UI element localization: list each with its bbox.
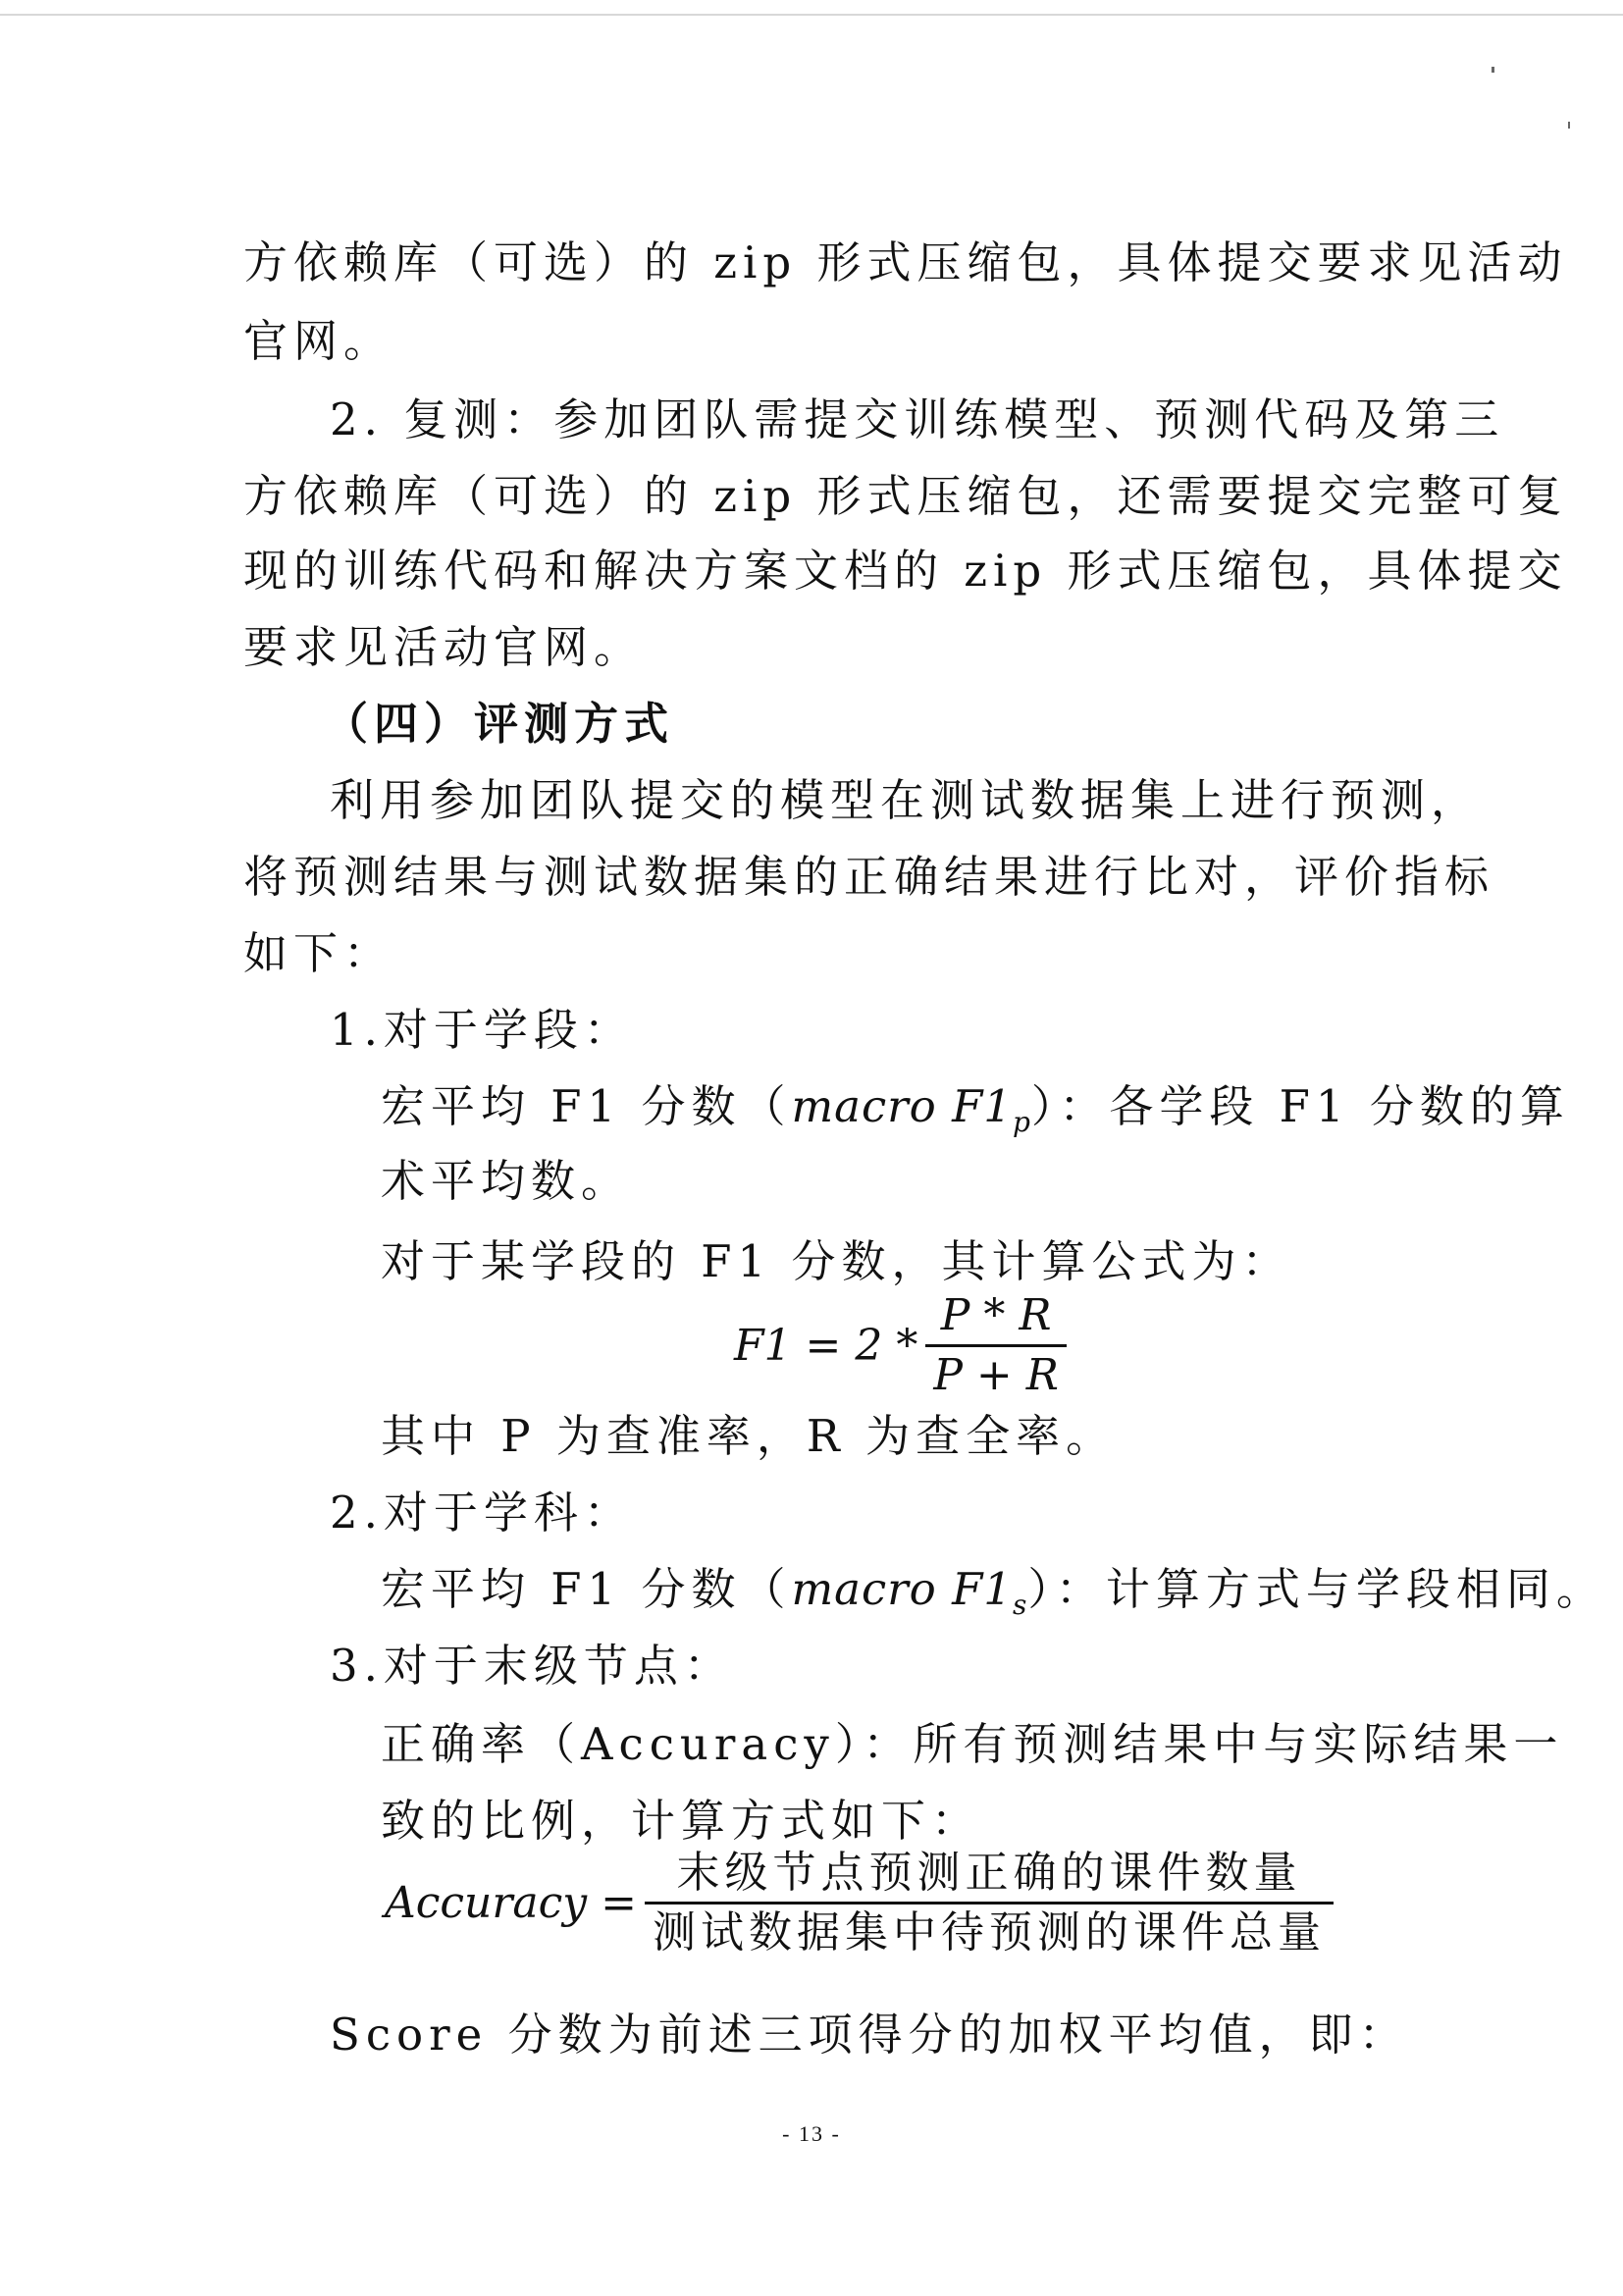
list-item-heading: 2.对于学科： [330, 1487, 634, 1539]
text-run: ）：计算方式与学段相同。 [1027, 1563, 1606, 1615]
formula-fraction [645, 1845, 1334, 1961]
list-item-heading: 3.对于末级节点： [330, 1640, 734, 1692]
formula-numerator: 末级节点预测正确的课件数量 [676, 1848, 1302, 1898]
paragraph-line: 其中 P 为查准率，R 为查全率。 [381, 1410, 1117, 1462]
f1-formula [734, 1287, 1067, 1404]
paragraph-line: 2. 复测：参加团队需提交训练模型、预测代码及第三 [330, 393, 1505, 445]
math-subscript: s [1012, 1589, 1028, 1621]
formula-fraction [925, 1287, 1067, 1404]
formula-lhs: Accuracy = [385, 1878, 638, 1928]
paragraph-line: 如下： [243, 927, 394, 979]
formula-numerator: P * R [940, 1290, 1052, 1340]
paragraph-line: 将预测结果与测试数据集的正确结果进行比对，评价指标 [243, 851, 1495, 903]
formula-denominator: 测试数据集中待预测的课件总量 [653, 1907, 1327, 1957]
paragraph-line [381, 1077, 1570, 1152]
paragraph-line: 方依赖库（可选）的 zip 形式压缩包，还需要提交完整可复 [243, 470, 1568, 522]
math-run: macro F1 [791, 1080, 1013, 1132]
paragraph-line [381, 1560, 1606, 1635]
paragraph-line: 现的训练代码和解决方案文档的 zip 形式压缩包，具体提交 [243, 545, 1568, 597]
paragraph-line: 方依赖库（可选）的 zip 形式压缩包，具体提交要求见活动 [243, 236, 1568, 288]
text-run: ）：各学段 F1 分数的算 [1030, 1080, 1570, 1132]
paragraph-line: 术平均数。 [381, 1155, 632, 1207]
text-run: 宏平均 F1 分数（ [381, 1563, 792, 1615]
math-run: macro F1 [791, 1563, 1013, 1615]
text-run: 宏平均 F1 分数（ [381, 1080, 792, 1132]
formula-lhs: F1 = 2 * [734, 1321, 918, 1371]
formula-denominator: P + R [933, 1350, 1059, 1400]
list-item-heading: 1.对于学段： [330, 1004, 634, 1056]
paragraph-line: 正确率（Accuracy）：所有预测结果中与实际结果一 [381, 1718, 1564, 1770]
math-subscript: p [1012, 1106, 1031, 1138]
paragraph-line: 对于某学段的 F1 分数，其计算公式为： [381, 1235, 1292, 1287]
page-number: - 13 - [782, 2121, 841, 2146]
paragraph-line: 利用参加团队提交的模型在测试数据集上进行预测， [330, 774, 1482, 826]
paragraph-line: 致的比例，计算方式如下： [381, 1795, 982, 1847]
paragraph-line: 官网。 [243, 315, 394, 367]
paragraph-line: 要求见活动官网。 [243, 621, 645, 673]
accuracy-formula [385, 1845, 1334, 1961]
paragraph-line: Score 分数为前述三项得分的加权平均值，即： [330, 2009, 1409, 2061]
section-heading: （四）评测方式 [324, 698, 675, 750]
